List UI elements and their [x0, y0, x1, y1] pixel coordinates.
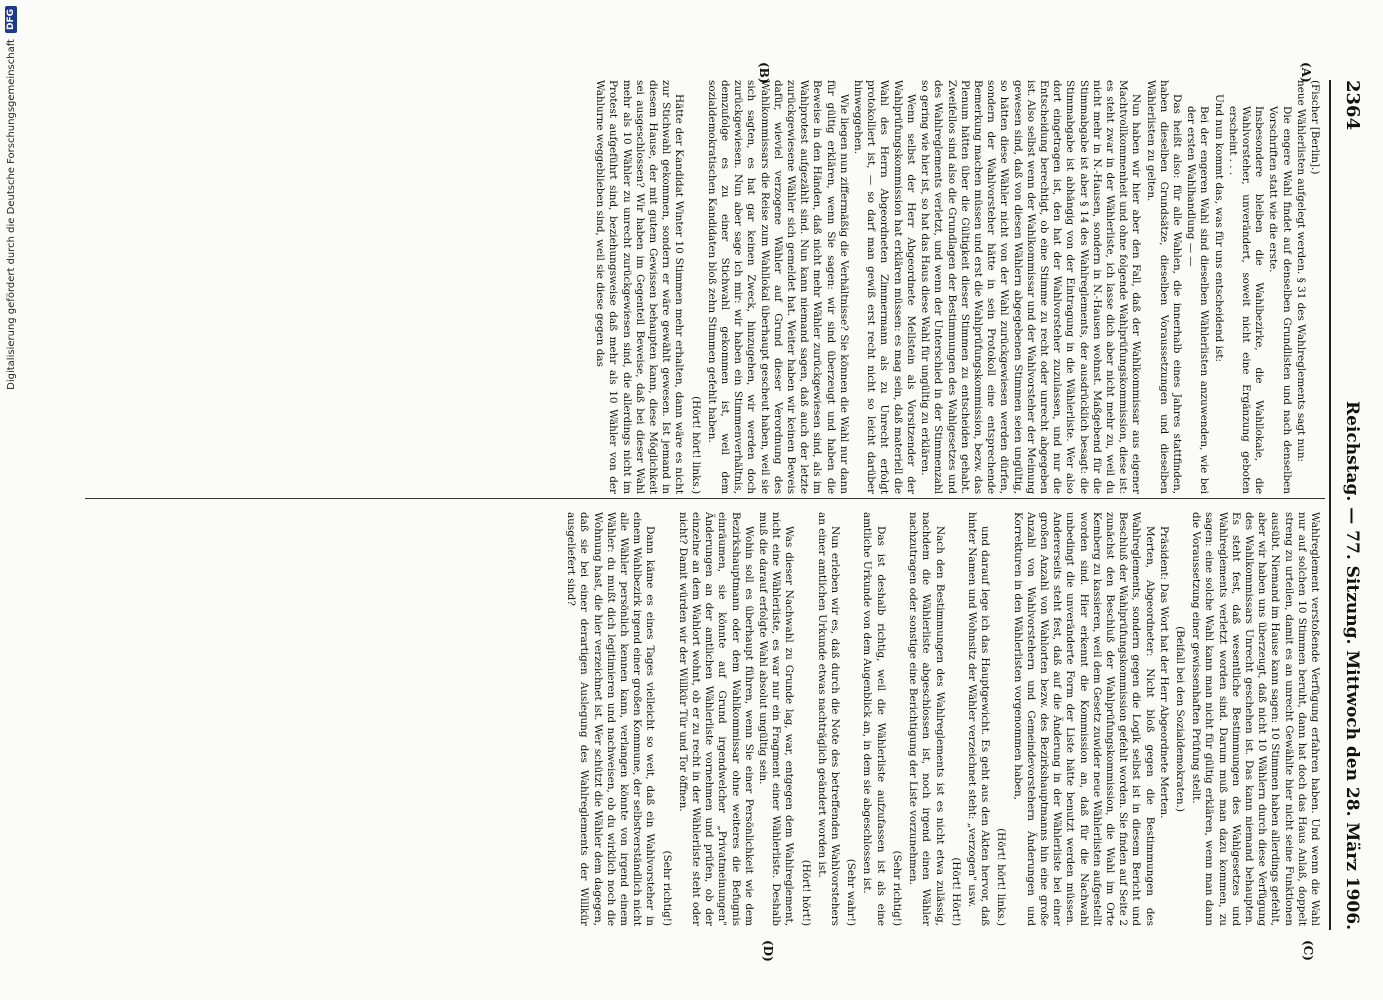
dfg-logo: DFG [5, 6, 17, 33]
paragraph: Und nun kommt das, was für uns entscheidend ist: [1212, 94, 1225, 362]
interjection: (Sehr richtig!) [660, 850, 673, 926]
column-divider [85, 498, 1325, 499]
interjection: (Sehr richtig!) [890, 850, 903, 926]
paragraph: Das heißt also: für alle Wahlen, die innerhalb eines Jahres stattfinden, haben dieselben Grundsätze, dieselben Voraussetzungen und dieselben Wählerlisten zu gelten. [1144, 80, 1183, 494]
paragraph: Wohin soll es überhaupt führen, wenn Sie einer Persönlichkeit wie dem Bezirkshauptmann oder dem Wahlkommissar ohne weiteres die Befugnis einräumen, sie könnte auf Grund irgendwelcher „Privatmeinungen" Änderungen an der amtlichen Wählerliste vornehmen und prüfen, ob der einzelne an dem Wahlort wohnt, ob er zu recht in der Wählerliste steht oder nicht? Damit würden wir der Willkür Tür und Tor öffnen. [676, 512, 755, 926]
paragraph: Bei der engeren Wahl sind dieselben Wählerlisten anzuwenden, wie bei der ersten Wahlhandlung — — [1185, 106, 1211, 494]
margin-marker-c: (C) [1301, 940, 1315, 961]
page-title: Reichstag. — 77. Sitzung. Mittwoch den 28. März 1906. [1342, 400, 1362, 930]
page-header [1329, 80, 1363, 930]
paragraph: Merten, Abgeordneter: Nicht bloß gegen die Bestimmungen des Wahlreglements, sondern gegen die Logik selbst ist in diesem Bericht und Beschluß der Wahlprüfungskommission gefehlt worden. Sie finden auf Seite 2 zunächst den Beschluß der Wahlprüfungskommission, die Wahl im Orte Kemberg zu kassieren, weil dem Gesetz zuwider neue Wählerlisten aufgestellt worden sind. Hier erkennt die Kommission an, daß für die Nachwahl unbedingt die unveränderte Form der Liste hätte benutzt werden müssen. Andererseits steht fest, daß auf die Änderung in der Wählerliste bei einer großen Anzahl von Wahlorten bezw. des Bezirkshauptmanns hin eine große Anzahl von Wahlvorstehern und Gemeindevorstehern Änderungen und Korrekturen in den Wählerlisten vorgenommen haben, [1011, 512, 1156, 926]
digitization-credit [0, 0, 22, 1000]
page-number: 2364 [1342, 80, 1363, 131]
paragraph: Die engere Wahl findet auf denselben Grundlisten und nach denselben Vorschriften statt wie die erste. [1267, 106, 1293, 494]
right-column [101, 512, 1321, 926]
paragraph: Nun erleben wir es, daß durch die Note des betreffenden Wahlvorstehers an einer amtlichen Urkunde etwas nachträglich geändert worden ist. [815, 512, 842, 926]
margin-marker-d: (D) [761, 940, 775, 962]
paragraph: Dann käme es eines Tages vielleicht so weit, daß ein Wahlvorsteher in einem Wahlbezirk irgend einer großen Kommune, der selbstverständlich nicht alle Wähler persönlich kennen kann, verlangen könnte von irgend einem Wähler: du mußt dich legitimieren und nachweisen, ob du wirklich noch die Wohnung hast, die hier verzeichnet ist. Wer schützt die Wähler dem dagegen, daß sie bei einer derartigen Auslegung des Wahlreglements der Willkür ausgeliefert sind? [565, 512, 657, 926]
paragraph: Insbesondere bleiben die Wahlbezirke, die Wahllokale, die Wahlvorsteher, unverändert, soweit nicht eine Ergänzung geboten erscheint . . . [1226, 106, 1266, 494]
paragraph: Das ist deshalb richtig, weil die Wählerliste aufzufassen ist als eine amtliche Urkunde von dem Augenblick an, in dem sie abgeschlossen ist. [861, 512, 887, 926]
interjection: (Hört! hört! links.) [995, 828, 1008, 926]
credit-text: Digitalisierung gefördert durch die Deutsche Forschungsgemeinschaft [5, 39, 17, 390]
paragraph: Wie liegen nun ziffermäßig die Verhältnisse? Sie können die Wahl nur dann für gültig erklären, wenn Sie sagen: wir sind überzeugt und haben die Beweise in den Händen, daß nicht mehr Wähler zurückgewiesen sind, als im Wahlprotest aufgezählt sind. Nun kann niemand sagen, daß auch der letzte zurückgewiesene Wähler sich gemeldet hat. Weiter haben wir keinen Beweis dafür, wieviel verzogene Wähler auf Grund dieser Verordnung des Wahlkommissars die Reise zum Wahllokal überhaupt gescheut haben, weil sie sich sagten, es hat gar keinen Zweck, hinzugehen, wir werden doch zurückgewiesen. Nun aber sage ich mir: wir haben ein Stimmenverhältnis, demzufolge es zu einer Stichwahl gekommen ist, weil dem sozialdemokratischen Kandidaten bloß zehn Stimmen gefehlt haben. [705, 80, 850, 494]
paragraph: Nun haben wir hier aber den Fall, daß der Wahlkommissar aus eigener Machtvollkommenheit und ohne folgende Wahlprüfungskommission, diese ist: es steht zwar in der Wählerliste, ich lasse dich aber nicht mehr zu, weil du nicht mehr in N.-Hausen, sondern in N.-Hausen wohnst. Maßgebend für die Stimmabgabe ist aber § 14 des Wahlreglements, der ausdrücklich besagt: die Stimmabgabe ist abhängig von der Eintragung in die Wählerliste. Wer also dort eingetragen ist, den hat der Wahlvorsteher zuzulassen, und nur die Entscheidung berechtigt, ob eine Stimme zu recht oder unrecht abgegeben ist. Also selbst wenn der Wahlkommissar und der Wahlvorsteher der Meinung gewesen sind, daß von diesen Wählern abgegebenen Stimmen seien ungültig, so hätten diese Wähler nicht von der Wahl zurückgewiesen werden dürfen, sondern der Wahlvorsteher hätte in sein Protokoll eine entsprechende Bemerkung machen müssen und erst die Wahlprüfungskommission, bezw. das Plenum hätten über die Gültigkeit dieser Stimmen zu entscheiden gehabt. Zweifellos sind also die Grundlagen der Bestimmungen des Wahlgesetzes und des Wahlreglements verletzt, und wenn der Unterschied in der Stimmenzahl so gering wie hier ist, so hat das Haus diese Wahl für ungültig zu erklären. [919, 80, 1143, 494]
interjection: (Hört! hört! links.) [689, 396, 702, 494]
interjection: (Hört! hört!) [799, 859, 812, 926]
left-column [101, 80, 1321, 494]
margin-marker-a: (A) [1299, 62, 1313, 83]
paragraph: Was dieser Nachwahl zu Grunde lag, war, entgegen dem Wahlreglement, nicht eine Wählerliste, es war nur ein Fragment einer Wählerliste. Deshalb muß die darauf erfolgte Wahl absolut ungültig sein. [757, 512, 796, 926]
paragraph: Wenn selbst der Herr Abgeordnete Mellstein als Vorsitzender der Wahlprüfungskommission hat erklären müssen: es mag sein, daß materiell die Wahl des Herrn Abgeordneten Zimmermann als zu Unrecht erfolgt protokolliert ist, — so darf man gewiß erst recht nicht so leicht darüber hinweggehen. [852, 80, 917, 494]
paragraph: Nach den Bestimmungen des Wahlreglements ist es nicht etwa zulässig, nachdem die Wählerliste abgeschlossen ist, noch irgend einen Wähler nachzutragen oder sonstige eine Berichtigung der Liste vorzunehmen. [907, 512, 946, 926]
margin-marker-b: (B) [757, 62, 771, 84]
paragraph: und darauf lege ich das Hauptgewicht. Es geht aus den Akten hervor, daß hinter Namen und Wohnsitz der Wähler verzeichnet steht: „verzogen" usw. [965, 512, 992, 926]
paragraph: Hätte der Kandidat Winter 10 Stimmen mehr erhalten, dann wäre es nicht zur Stichwahl gekommen, sondern er wäre gewählt gewesen. Ist jemand in diesem Hause, der mit gutem Gewissen behaupten kann, diese Möglichkeit sei ausgeschlossen? Wir haben im Gegenteil Beweise, daß bei dieser Wahl mehr als 10 Wähler zu unrecht zurückgewiesen sind, die allerdings nicht im Protest aufgeführt sind, beziehungsweise daß mehr als 10 Wähler von der Wahlurne weggeblieben sind, weil sie diese gegen das [594, 80, 686, 494]
interjection: (Hört! Hört!) [949, 857, 962, 926]
paragraph: neue Wählerlisten aufgelegt werden. § 31 des Wahlreglements sagt nun: [1294, 80, 1307, 463]
interjection: (Beifall bei den Sozialdemokraten.) [1173, 626, 1186, 812]
paragraph: Wahlreglement verstoßende Verfügung erfahren haben. Und wenn die Wahl nur auf solchen 10 Stimmen beruht, dann hat doch das Haus Anlaß, doppelt streng zu urteilen, damit es an unrecht Gewählte hier nicht seine Funktionen ausübt. Niemand im Hause kann sagen: 10 Stimmen haben allerdings gefehlt, aber wir haben uns überzeugt, daß nicht 10 Wählern durch diese Verfügung des Wahlkommissars Unrecht geschehen ist. Das kann niemand behaupten. Es steht fest, daß wesentliche Bestimmungen des Wahlgesetzes und Wahlreglements verletzt worden sind. Darum muß man dazu kommen, zu sagen: eine solche Wahl kann man nicht für gültig erklären, wenn man dann die Voraussetzung einer gewissenhaften Prüfung stellt. [1190, 512, 1321, 926]
paragraph: (Fischer [Berlin].) [1309, 80, 1321, 175]
paragraph: Präsident: Das Wort hat der Herr Abgeordnete Merten. [1157, 526, 1170, 819]
credit-strip [0, 0, 22, 1000]
interjection: (Sehr wahr!) [845, 858, 858, 926]
